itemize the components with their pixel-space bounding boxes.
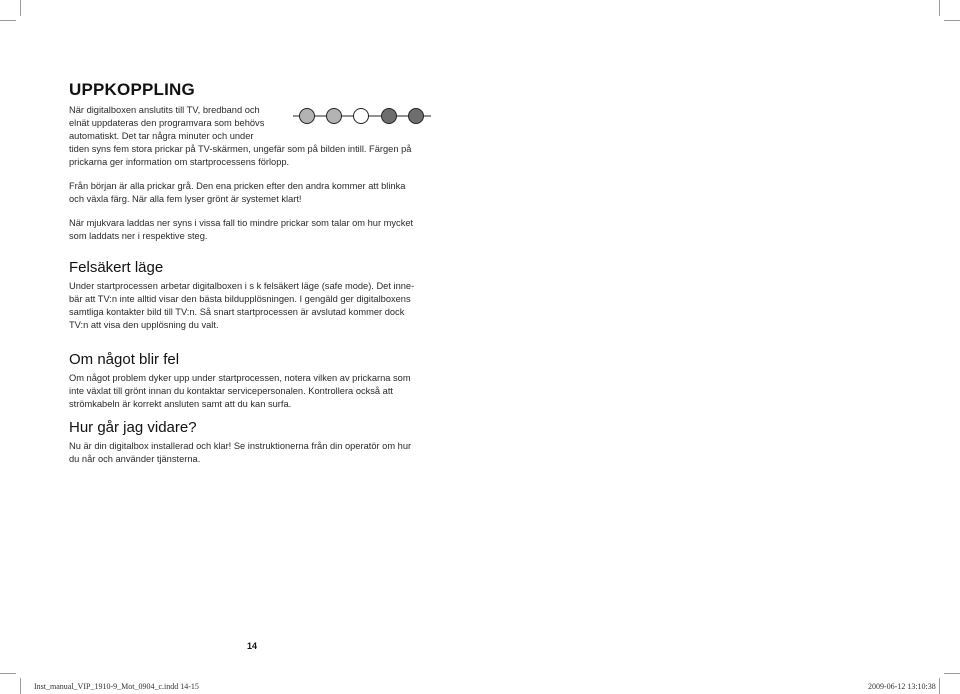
next-steps-paragraph: Nu är din digitalbox installerad och klar! Se instruktionerna från din operatör om hur du når och använder tjänsterna. [69, 441, 412, 464]
crop-mark [939, 678, 940, 694]
crop-mark [20, 678, 21, 694]
grey-dots-paragraph: Från början är alla prickar grå. Den ena pricken efter den andra kommer att blinka och växla färg. När alla fem lyser grönt är systemet klart! [69, 181, 406, 204]
footer-timestamp: 2009-06-12 13:10:38 [868, 682, 936, 691]
crop-mark [939, 0, 940, 16]
crop-mark [20, 0, 21, 16]
crop-mark [944, 673, 960, 674]
page-number: 14 [247, 641, 258, 651]
footer-filename: Inst_manual_VIP_1910-9_Mot_0904_c.indd 14-15 [34, 682, 199, 691]
page-heading: UPPKOPPLING [69, 80, 195, 99]
page-content [69, 80, 441, 466]
crop-mark [0, 673, 16, 674]
section-title-safe-mode: Felsäkert läge [69, 259, 164, 276]
troubleshoot-paragraph: Om något problem dyker upp under startprocessen, notera vilken av prickarna som inte växlat till grönt innan du kontaktar servicepersonalen. Kontrollera också att strömkabeln är korrekt ansluten samt att du kan surfa. [69, 373, 411, 409]
intro-paragraph: När digitalboxen anslutits till TV, bredband och elnät uppdateras den programvara som behövs automatiskt. Det tar några minuter och under tiden syns fem stora prickar på TV-skärmen, ungefär som på bilden intill. Färgen på prickarna ger information om startprocessens förlopp. [69, 105, 412, 167]
safe-mode-paragraph: Under startprocessen arbetar digitalboxen i s k felsäkert läge (safe mode). Det inne- bär att TV:n inte alltid visar den bästa bildupplösningen. I gengäld ger digitalboxens samtliga kontakter bild till TV:n. Så snart startprocessen är avslutad kommer dock TV:n att visa den upplösning du valt. [69, 281, 415, 330]
crop-mark [944, 20, 960, 21]
download-paragraph: När mjukvara laddas ner syns i vissa fall tio mindre prickar som talar om hur mycket som laddats ner i respektive steg. [69, 218, 414, 241]
section-title-next-steps: Hur går jag vidare? [69, 419, 197, 436]
crop-mark [0, 20, 16, 21]
section-title-troubleshoot: Om något blir fel [69, 351, 180, 368]
